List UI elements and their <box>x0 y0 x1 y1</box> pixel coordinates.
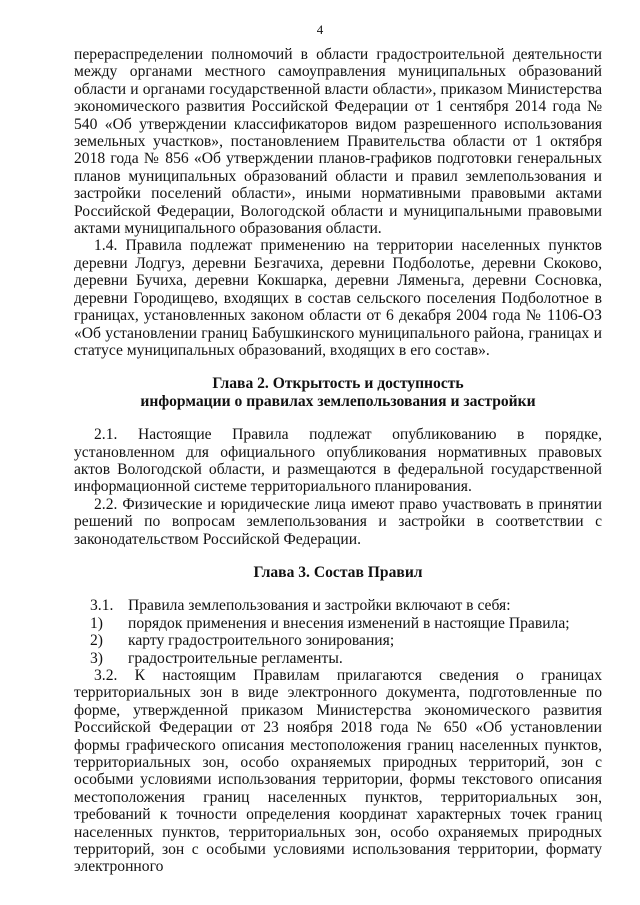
paragraph-1-4: 1.4. Правила подлежат применению на территории населенных пунктов деревни Лодгуз, деревни Безгачиха, деревни Подболотье, деревни Скоково, деревни Бучиха, деревни Кокшарка, деревни Ляменьга, деревни Сосновка, деревни Городищево, входящих в состав сельского поселения Подболотное в границах, установленных законом области от 6 декабря 2004 года № 1106-ОЗ «Об установлении границ Бабушкинского муниципального района, границах и статусе муниципальных образований, входящих в его состав». <box>74 237 602 359</box>
chapter-2-heading <box>74 375 602 410</box>
page-number: 4 <box>316 22 324 37</box>
list-text: порядок применения и внесения изменений в настоящие Правила; <box>128 614 570 632</box>
document-body <box>74 46 602 876</box>
list-number: 1) <box>90 614 103 632</box>
paragraph-3-2: 3.2. К настоящим Правилам прилагаются сведения о границах территориальных зон в виде электронного документа, подготовленные по форме, утвержденной приказом Министерства экономического развития Российской Федерации от 23 ноября 2018 года № 650 «Об установлении формы графического описания местоположения границ населенных пунктов, территориальных зон, особо охраняемых природных территорий, зон с особыми условиями использования территории, формы текстового описания местоположения границ населенных пунктов, территориальных зон, требований к точности определения координат характерных точек границ населенных пунктов, территориальных зон, особо охраняемых природных территорий, зон с особыми условиями использования территории, формату электронного <box>74 667 602 876</box>
list-number: 2) <box>90 632 103 650</box>
chapter-3-heading: Глава 3. Состав Правил <box>253 563 423 581</box>
paragraph-2-2: 2.2. Физические и юридические лица имеют право участвовать в принятии решений по вопросам землепользования и застройки в соответствии с законодательством Российской Федерации. <box>74 495 602 548</box>
list-intro-3-1 <box>74 597 602 614</box>
list-item <box>74 650 602 667</box>
chapter-2-title-line-2: информации о правилах землепользования и застройки <box>140 392 536 410</box>
list-number: 3.1. <box>90 597 114 615</box>
chapter-2-title-line-1: Глава 2. Открытость и доступность <box>212 375 464 393</box>
list-text: градостроительные регламенты. <box>128 649 343 667</box>
list-item <box>74 615 602 632</box>
list-text: карту градостроительного зонирования; <box>128 632 395 650</box>
paragraph-2-1: 2.1. Настоящие Правила подлежат опубликованию в порядке, установленном для официального опубликования нормативных правовых актов Вологодской области, и размещаются в федеральной государственной информационной системе территориального планирования. <box>74 426 602 496</box>
list-item <box>74 632 602 649</box>
list-number: 3) <box>90 649 103 667</box>
paragraph-continuation: перераспределении полномочий в области градостроительной деятельности между органами местного самоуправления муниципальных образований области и органами государственной власти области», приказом Министерства экономического развития Российской Федерации от 1 сентября 2014 года № 540 «Об утверждении классификаторов видом разрешенного использования земельных участков», постановлением Правительства области от 1 октября 2018 года № 856 «Об утверждении планов-графиков подготовки генеральных планов муниципальных образований области и правил землепользования и застройки поселений области», иными нормативными правовыми актами Российской Федерации, Вологодской области и муниципальными правовыми актами муниципального образования области. <box>74 46 602 238</box>
list-text: Правила землепользования и застройки включают в себя: <box>128 597 511 615</box>
